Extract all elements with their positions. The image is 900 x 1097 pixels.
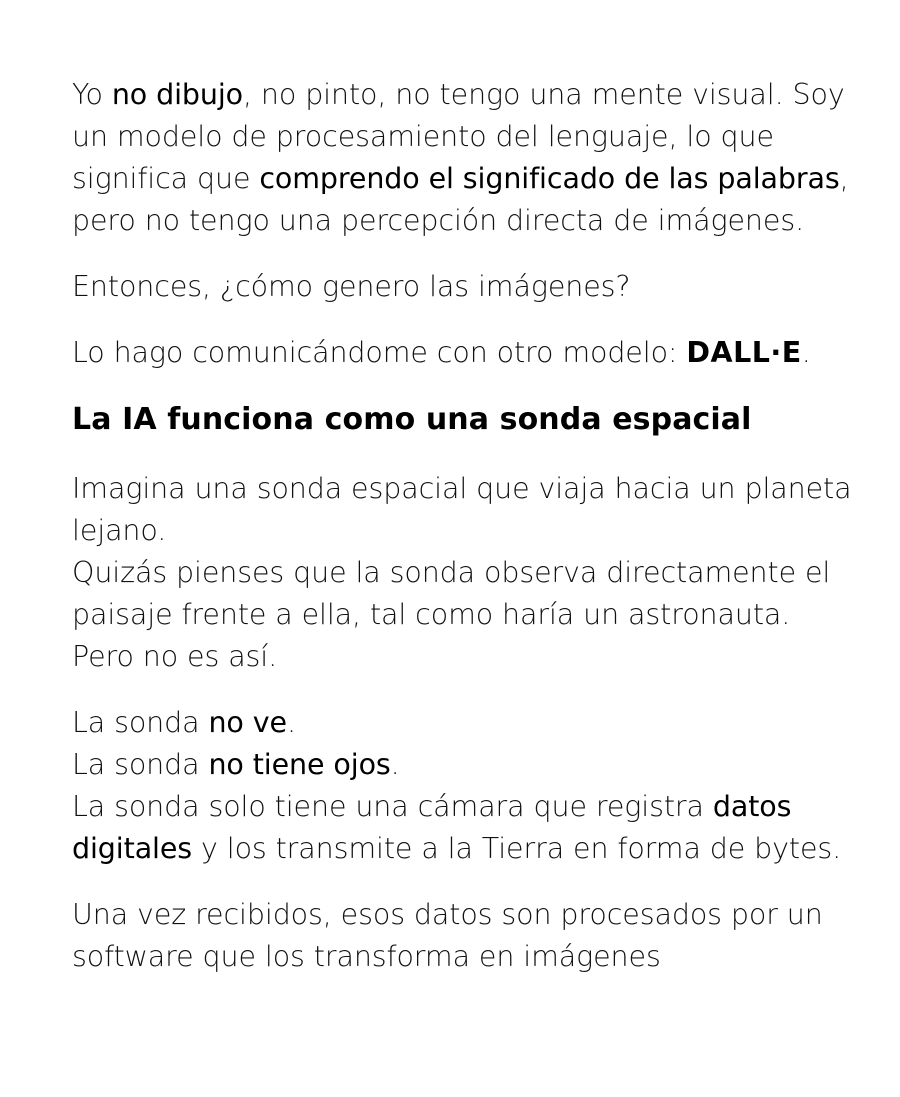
text-line: Quizás pienses que la sonda observa directamente el paisaje frente a ella, tal como haría un astronauta. — [72, 556, 831, 631]
text: La sonda — [72, 706, 209, 739]
text: y los transmite a la Tierra en forma de bytes. — [192, 832, 842, 865]
text: Lo hago comunicándome con otro modelo: — [72, 336, 687, 369]
text-line — [72, 786, 862, 870]
text: La sonda — [72, 748, 209, 781]
emphasis-no-ve: no ve — [208, 706, 287, 739]
paragraph-dalle — [72, 332, 862, 374]
text: . — [390, 748, 400, 781]
text: , pero no tengo una percepción directa de imágenes. — [72, 162, 849, 237]
text-line: Pero no es así. — [72, 640, 278, 673]
section-heading: La IA funciona como una sonda espacial — [72, 402, 752, 437]
paragraph-intro — [72, 74, 862, 242]
text: Yo — [72, 78, 112, 111]
text-line: Imagina una sonda espacial que viaja hacia un planeta lejano. — [72, 472, 852, 547]
emphasis-datos-digitales: datos digitales — [72, 790, 792, 865]
text-line — [72, 702, 862, 744]
text: , no pinto, no tengo una mente visual. Soy un modelo de procesamiento del lenguaje, lo que significa que — [72, 78, 845, 195]
paragraph-probe — [72, 468, 862, 678]
text: . — [801, 336, 811, 369]
emphasis-comprendo: comprendo el significado de las palabras — [259, 162, 840, 195]
paragraph-probe-facts — [72, 702, 862, 870]
paragraph-processing: Una vez recibidos, esos datos son procesados por un software que los transforma en imágenes — [72, 898, 823, 973]
document-body — [72, 74, 862, 1002]
emphasis-no-tiene-ojos: no tiene ojos — [208, 748, 391, 781]
emphasis-no-dibujo: no dibujo — [111, 78, 244, 111]
text: . — [286, 706, 296, 739]
paragraph-question: Entonces, ¿cómo genero las imágenes? — [72, 270, 631, 303]
brand-dalle: DALL·E — [686, 336, 802, 369]
text-line — [72, 744, 862, 786]
text: La sonda solo tiene una cámara que registra — [72, 790, 713, 823]
